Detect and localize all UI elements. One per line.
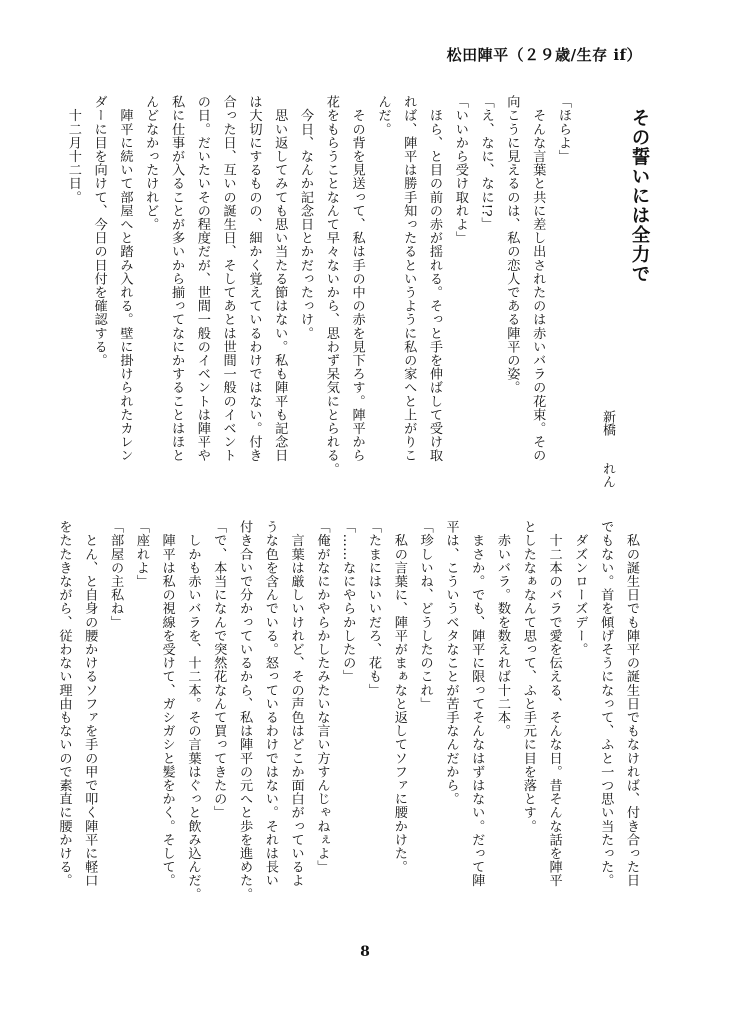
text-line: 赤いバラ。数を数えれば十二本。 bbox=[495, 520, 511, 738]
text-line: 「部屋の主私ね」 bbox=[108, 520, 124, 629]
text-line: 「俺がなにかやらかしたみたいな言い方すんじゃねぇよ」 bbox=[314, 520, 330, 874]
text-line: まさか。でも、陣平に限ってそんなはずはない。だって陣 bbox=[469, 520, 485, 888]
text-line: 私の言葉に、陣平がまぁなと返してソファに腰かけた。 bbox=[391, 520, 407, 874]
text-line: とん、と自身の腰かけるソファを手の甲で叩く陣平に軽口 bbox=[82, 520, 98, 888]
text-line: 「座れよ」 bbox=[133, 520, 149, 588]
text-line: の日。だいたいその程度だが、世間一般のイベントは陣平や bbox=[194, 95, 210, 463]
text-line: 十二本のバラで愛を伝える、そんな日。昔そんな話を陣平 bbox=[546, 520, 562, 888]
text-line: 私の誕生日でも陣平の誕生日でもなければ、付き合った日 bbox=[624, 520, 639, 888]
text-line: 平は、こういうベタなことが苦手なんだから。 bbox=[443, 520, 459, 806]
text-line: 「……なにやらかしたの」 bbox=[340, 520, 356, 684]
author-name bbox=[598, 410, 617, 488]
text-line: 言葉は厳しいけれど、その声色はどこか面白がっているよ bbox=[288, 520, 304, 888]
text-line: 「え、なに、なに!?」 bbox=[478, 95, 494, 231]
text-line: 思い返してみても思い当たる節はない。私も陣平も記念日 bbox=[272, 95, 288, 463]
text-line: 陣平に続いて部屋へと踏み入れる。壁に掛けられたカレン bbox=[117, 95, 133, 463]
text-line: 「いいから受け取れよ」 bbox=[452, 95, 468, 245]
text-line: ダズンローズデー。 bbox=[572, 520, 588, 656]
text-line: 「で、本当になんで突然花なんて買ってきたの」 bbox=[211, 520, 227, 820]
text-line: うな色を含んでいる。怒っているわけではない。それは長い bbox=[262, 520, 278, 888]
author-surname: 新橋 bbox=[600, 410, 615, 436]
story-title: その誓いには全力で bbox=[629, 108, 650, 284]
running-header: 松田陣平（２９歳/生存 if） bbox=[446, 46, 642, 64]
text-line: 陣平は私の視線を受けて、ガシガシと髪をかく。そして。 bbox=[159, 520, 175, 888]
text-line: その背を見送って、私は手の中の赤を見下ろす。陣平から bbox=[349, 95, 365, 463]
text-line: ほら、と目の前の赤が揺れる。そっと手を伸ばして受け取 bbox=[427, 95, 443, 463]
text-line: しかも赤いバラを、十二本。その言葉はぐっと飲み込んだ。 bbox=[185, 520, 201, 901]
text-column-top bbox=[65, 95, 576, 485]
text-line: ダーに目を向けて、今日の日付を確認する。 bbox=[91, 95, 107, 367]
text-line: 付き合いで分かっているから、私は陣平の元へと歩を進めた。 bbox=[237, 520, 253, 901]
text-line: としたなぁなんて思って、ふと手元に目を落とす。 bbox=[520, 520, 536, 833]
text-line: は大切にするものの、細かく覚えているわけではない。付き bbox=[246, 95, 262, 463]
text-line: そんな言葉と共に差し出されたのは赤いバラの花束。その bbox=[530, 95, 546, 463]
text-line: んだ。 bbox=[375, 95, 391, 136]
text-line: 花をもらうことなんて早々ないから、思わず呆気にとられる。 bbox=[323, 95, 339, 476]
text-line: 十二月十二日。 bbox=[65, 95, 81, 204]
text-line: んどなかったけれど。 bbox=[143, 95, 159, 231]
text-line: れば、陣平は勝手知ったるというように私の家へと上がりこ bbox=[401, 95, 417, 463]
text-line: 「たまにはいいだろ、花も」 bbox=[366, 520, 382, 697]
text-line: 合った日、互いの誕生日、そしてあとは世間一般のイベント bbox=[220, 95, 236, 463]
page-number: 8 bbox=[360, 944, 370, 960]
text-line: 「珍しいね、どうしたのこれ」 bbox=[417, 520, 433, 711]
text-line: 私に仕事が入ることが多いから揃ってなにかすることはほと bbox=[169, 95, 185, 463]
text-line: でもない。首を傾げそうになって、ふと一つ思い当たった。 bbox=[598, 520, 614, 888]
text-line: 「ほらよ」 bbox=[556, 95, 571, 163]
text-line: 今日、なんか記念日とかだったっけ。 bbox=[298, 95, 314, 340]
text-line: 向こうに見えるのは、私の恋人である陣平の姿。 bbox=[504, 95, 520, 395]
text-column-bottom bbox=[56, 520, 644, 910]
text-line: をたたきながら、従わない理由もないので素直に腰かける。 bbox=[56, 520, 72, 888]
author-given-name: れん bbox=[600, 462, 615, 488]
